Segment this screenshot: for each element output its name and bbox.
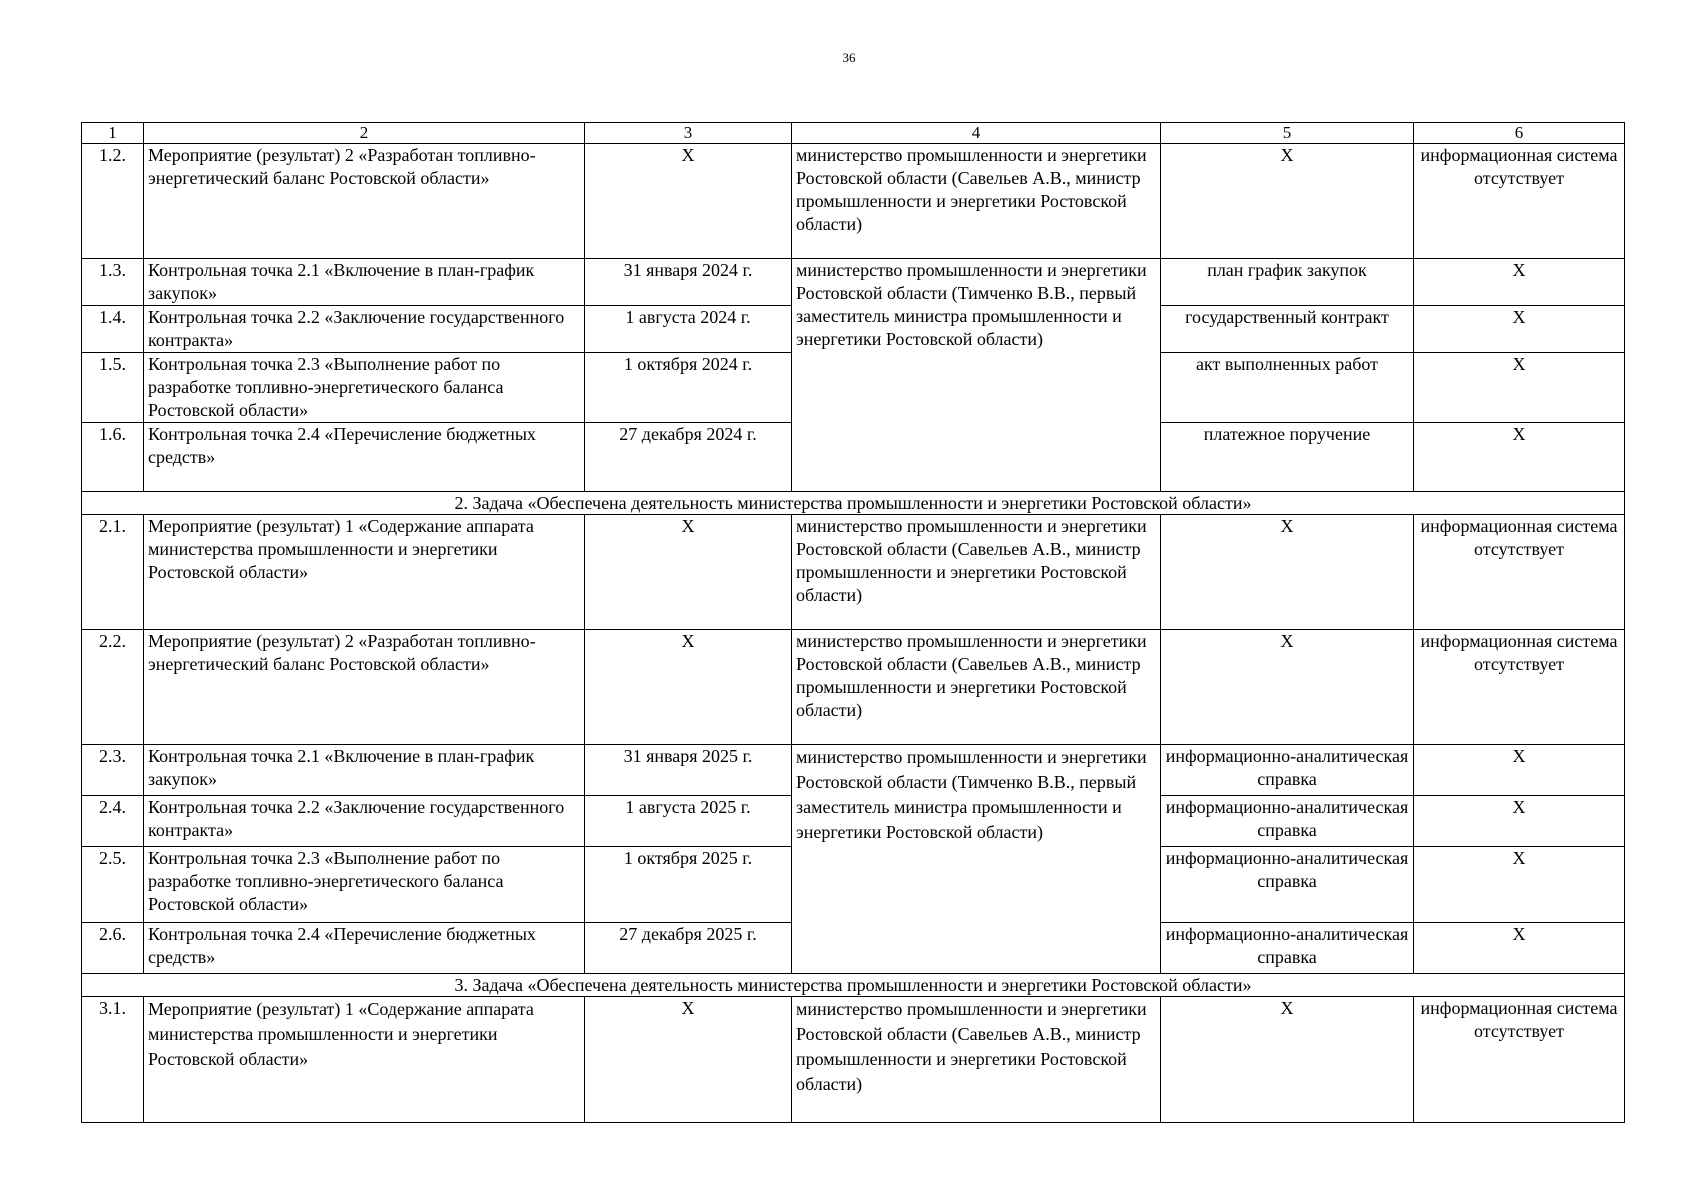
task-row: [82, 492, 1625, 515]
row-info-system: Х: [1414, 847, 1625, 923]
row-name: Контрольная точка 2.4 «Перечисление бюджетных средств»: [144, 423, 585, 492]
row-date: Х: [585, 144, 792, 259]
row-document: информационно-аналитическая справка: [1161, 847, 1414, 923]
page-number: 36: [842, 50, 856, 65]
row-name: Контрольная точка 2.4 «Перечисление бюджетных средств»: [144, 923, 585, 974]
row-responsible: министерство промышленности и энергетики Ростовской области (Тимченко В.В., первый заместитель министра промышленности и энергетики Ростовской области): [792, 259, 1161, 492]
row-number: 2.4.: [82, 796, 144, 847]
row-number: 1.4.: [82, 306, 144, 353]
row-name: Контрольная точка 2.1 «Включение в план-график закупок»: [144, 745, 585, 796]
row-document: платежное поручение: [1161, 423, 1414, 492]
row-responsible: министерство промышленности и энергетики Ростовской области (Савельев А.В., министр промышленности и энергетики Ростовской области): [792, 997, 1161, 1123]
row-document: государственный контракт: [1161, 306, 1414, 353]
row-number: 1.2.: [82, 144, 144, 259]
table-row: [82, 997, 1625, 1123]
row-info-system: информационная система отсутствует: [1414, 144, 1625, 259]
row-name: Контрольная точка 2.2 «Заключение государственного контракта»: [144, 796, 585, 847]
col-header-3: 3: [585, 123, 792, 144]
row-document: план график закупок: [1161, 259, 1414, 306]
row-info-system: Х: [1414, 306, 1625, 353]
task-2-title: 2. Задача «Обеспечена деятельность министерства промышленности и энергетики Ростовской области»: [82, 492, 1625, 515]
row-name: Контрольная точка 2.1 «Включение в план-график закупок»: [144, 259, 585, 306]
row-info-system: Х: [1414, 259, 1625, 306]
row-number: 1.3.: [82, 259, 144, 306]
row-document: Х: [1161, 630, 1414, 745]
row-date: 1 октября 2024 г.: [585, 353, 792, 423]
row-name: Мероприятие (результат) 2 «Разработан топливно-энергетический баланс Ростовской области»: [144, 630, 585, 745]
row-number: 1.6.: [82, 423, 144, 492]
row-date: 27 декабря 2024 г.: [585, 423, 792, 492]
col-header-1: 1: [82, 123, 144, 144]
col-header-4: 4: [792, 123, 1161, 144]
row-number: 2.5.: [82, 847, 144, 923]
row-name: Мероприятие (результат) 1 «Содержание аппарата министерства промышленности и энергетики Ростовской области»: [144, 515, 585, 630]
table-row: [82, 745, 1625, 796]
row-date: 1 августа 2025 г.: [585, 796, 792, 847]
row-date: 27 декабря 2025 г.: [585, 923, 792, 974]
row-info-system: информационная система отсутствует: [1414, 630, 1625, 745]
col-header-2: 2: [144, 123, 585, 144]
row-name: Контрольная точка 2.3 «Выполнение работ по разработке топливно-энергетического баланса Ростовской области»: [144, 353, 585, 423]
row-document: информационно-аналитическая справка: [1161, 745, 1414, 796]
col-header-6: 6: [1414, 123, 1625, 144]
row-responsible: министерство промышленности и энергетики Ростовской области (Савельев А.В., министр промышленности и энергетики Ростовской области): [792, 515, 1161, 630]
row-number: 1.5.: [82, 353, 144, 423]
table-row: [82, 515, 1625, 630]
row-date: Х: [585, 630, 792, 745]
task-3-title: 3. Задача «Обеспечена деятельность министерства промышленности и энергетики Ростовской области»: [82, 974, 1625, 997]
row-info-system: Х: [1414, 423, 1625, 492]
row-info-system: информационная система отсутствует: [1414, 515, 1625, 630]
column-number-row: [82, 123, 1625, 144]
row-name: Мероприятие (результат) 2 «Разработан топливно-энергетический баланс Ростовской области»: [144, 144, 585, 259]
row-info-system: Х: [1414, 796, 1625, 847]
task-row: [82, 974, 1625, 997]
row-name: Мероприятие (результат) 1 «Содержание аппарата министерства промышленности и энергетики Ростовской области»: [144, 997, 585, 1123]
row-document: акт выполненных работ: [1161, 353, 1414, 423]
table-row: [82, 144, 1625, 259]
row-document: информационно-аналитическая справка: [1161, 923, 1414, 974]
table-row: [82, 259, 1625, 306]
row-number: 3.1.: [82, 997, 144, 1123]
row-date: Х: [585, 997, 792, 1123]
row-number: 2.1.: [82, 515, 144, 630]
row-date: 1 октября 2025 г.: [585, 847, 792, 923]
col-header-5: 5: [1161, 123, 1414, 144]
table-row: [82, 630, 1625, 745]
row-number: 2.2.: [82, 630, 144, 745]
row-date: 31 января 2024 г.: [585, 259, 792, 306]
row-document: Х: [1161, 515, 1414, 630]
row-date: 31 января 2025 г.: [585, 745, 792, 796]
row-info-system: Х: [1414, 923, 1625, 974]
row-info-system: Х: [1414, 745, 1625, 796]
row-document: Х: [1161, 144, 1414, 259]
implementation-plan-table: [81, 122, 1625, 1123]
row-number: 2.3.: [82, 745, 144, 796]
row-document: информационно-аналитическая справка: [1161, 796, 1414, 847]
row-responsible: министерство промышленности и энергетики Ростовской области (Савельев А.В., министр промышленности и энергетики Ростовской области): [792, 630, 1161, 745]
row-info-system: Х: [1414, 353, 1625, 423]
row-number: 2.6.: [82, 923, 144, 974]
row-responsible: министерство промышленности и энергетики Ростовской области (Савельев А.В., министр промышленности и энергетики Ростовской области): [792, 144, 1161, 259]
row-name: Контрольная точка 2.2 «Заключение государственного контракта»: [144, 306, 585, 353]
row-responsible: министерство промышленности и энергетики Ростовской области (Тимченко В.В., первый заместитель министра промышленности и энергетики Ростовской области): [792, 745, 1161, 974]
row-name: Контрольная точка 2.3 «Выполнение работ по разработке топливно-энергетического баланса Ростовской области»: [144, 847, 585, 923]
row-date: 1 августа 2024 г.: [585, 306, 792, 353]
row-date: Х: [585, 515, 792, 630]
row-info-system: информационная система отсутствует: [1414, 997, 1625, 1123]
row-document: Х: [1161, 997, 1414, 1123]
